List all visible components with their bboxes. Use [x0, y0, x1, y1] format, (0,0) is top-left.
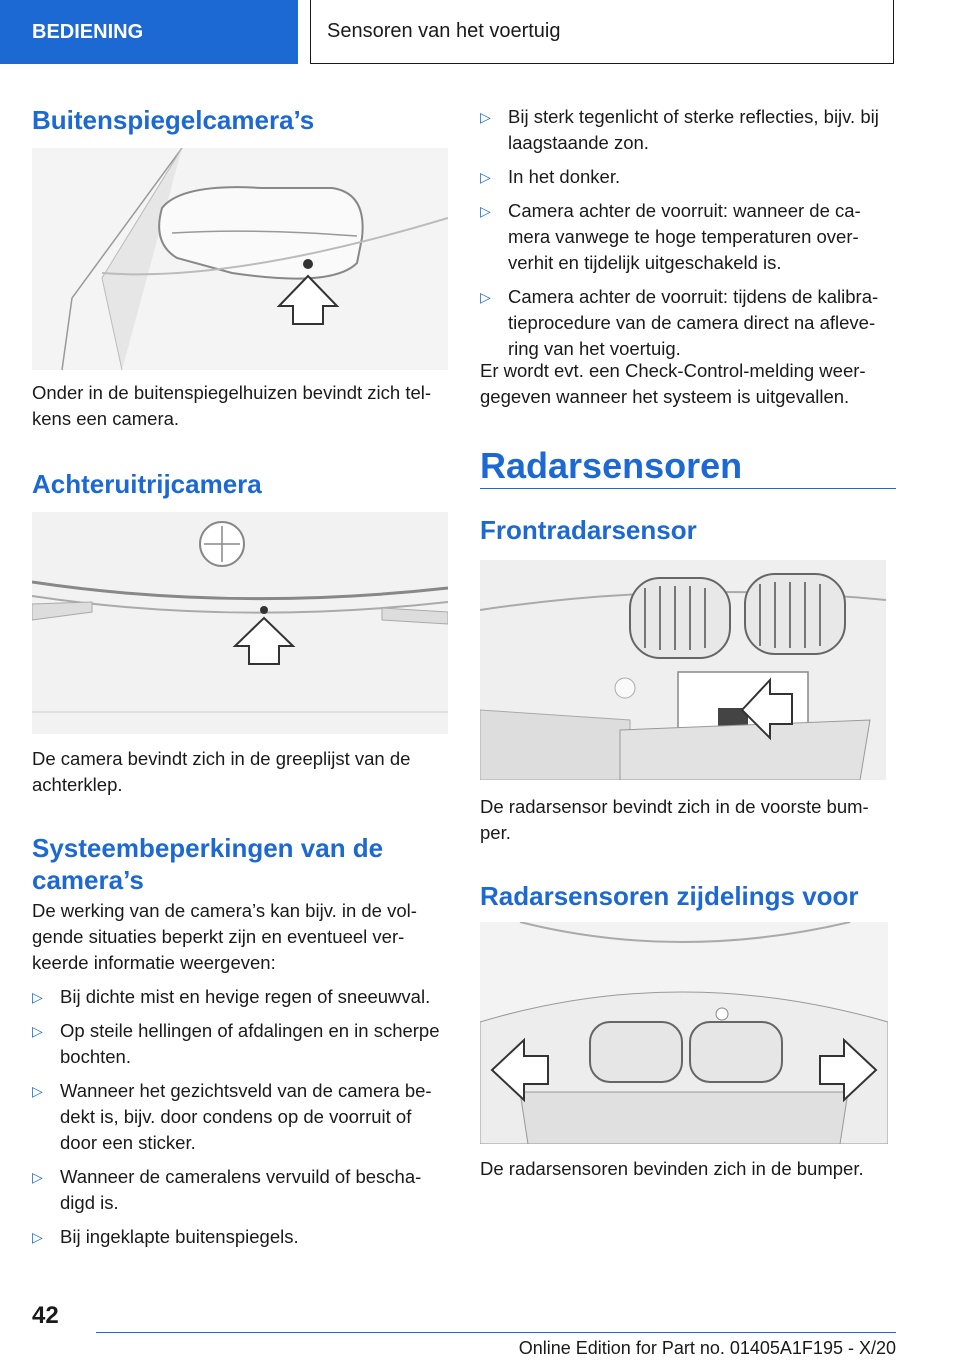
footer-divider [96, 1332, 896, 1333]
paragraph-limits: De werking van de camera’s kan bijv. in de vol-gende situaties beperkt zijn en eventueel ver-keerde informatie weergeven: [32, 900, 417, 973]
limits-list-right [480, 104, 896, 370]
triangle-bullet-icon: ▷ [32, 989, 43, 1005]
heading-mirror-cameras: Buitenspiegelcamera’s [32, 105, 315, 135]
list-item: ▷ Bij sterk tegenlicht of sterke reflecties, bijv. bij laagstaande zon. [480, 106, 879, 153]
list-item: ▷ Bij ingeklapte buitenspiegels. [32, 1224, 448, 1250]
heading-side-radar: Radarsensoren zijdelings voor [480, 881, 859, 911]
section-tab [0, 0, 298, 64]
list-item: ▷ Camera achter de voorruit: wanneer de ca-mera vanwege te hoge temperaturen over-verhit en tijdelijk uitgeschakeld is. [480, 200, 861, 273]
heading-front-radar: Frontradarsensor [480, 515, 697, 545]
triangle-bullet-icon: ▷ [480, 109, 491, 125]
limits-list-left [32, 984, 448, 1258]
list-item: ▷ In het donker. [480, 164, 896, 190]
triangle-bullet-icon: ▷ [32, 1023, 43, 1039]
front-radar-illustration [480, 560, 886, 780]
triangle-bullet-icon: ▷ [480, 203, 491, 219]
triangle-bullet-icon: ▷ [480, 289, 491, 305]
footer-edition: Online Edition for Part no. 01405A1F195 - X/20 [518, 1338, 896, 1358]
heading-radar-sensors: Radarsensoren [480, 445, 743, 486]
triangle-bullet-icon: ▷ [32, 1169, 43, 1185]
triangle-bullet-icon: ▷ [32, 1229, 43, 1245]
mirror-camera-illustration [32, 148, 448, 370]
paragraph-front-radar: De radarsensor bevindt zich in de voorste bum-per. [480, 796, 869, 843]
paragraph-mirror: Onder in de buitenspiegelhuizen bevindt zich tel-kens een camera. [32, 382, 432, 429]
paragraph-check-control: Er wordt evt. een Check-Control-melding weer-gegeven wanneer het systeem is uitgevallen. [480, 360, 866, 407]
triangle-bullet-icon: ▷ [480, 169, 491, 185]
paragraph-rear: De camera bevindt zich in de greeplijst van de achterklep. [32, 748, 411, 795]
triangle-bullet-icon: ▷ [32, 1083, 43, 1099]
list-item: ▷ Wanneer de cameralens vervuild of bescha-digd is. [32, 1166, 422, 1213]
rear-camera-illustration [32, 512, 448, 734]
paragraph-side-radar: De radarsensoren bevinden zich in de bumper. [480, 1158, 864, 1179]
heading-underline [480, 488, 896, 489]
heading-limits: Systeembeperkingen van de camera’s [32, 833, 384, 895]
chapter-title: Sensoren van het voertuig [327, 20, 561, 42]
list-item: ▷ Camera achter de voorruit: tijdens de kalibra-tieprocedure van de camera direct na afleve-ring van het voertuig. [480, 286, 879, 359]
list-item: ▷ Op steile hellingen of afdalingen en in scherpe bochten. [32, 1020, 440, 1067]
section-label: BEDIENING [32, 20, 144, 43]
list-item: ▷ Wanneer het gezichtsveld van de camera be-dekt is, bijv. door condens op de voorruit of door een sticker. [32, 1080, 432, 1153]
heading-rear-camera: Achteruitrijcamera [32, 469, 262, 499]
chapter-title-box [310, 0, 894, 64]
list-item: ▷ Bij dichte mist en hevige regen of sneeuwval. [32, 984, 448, 1010]
page-number: 42 [32, 1302, 59, 1329]
side-radar-illustration [480, 922, 888, 1144]
